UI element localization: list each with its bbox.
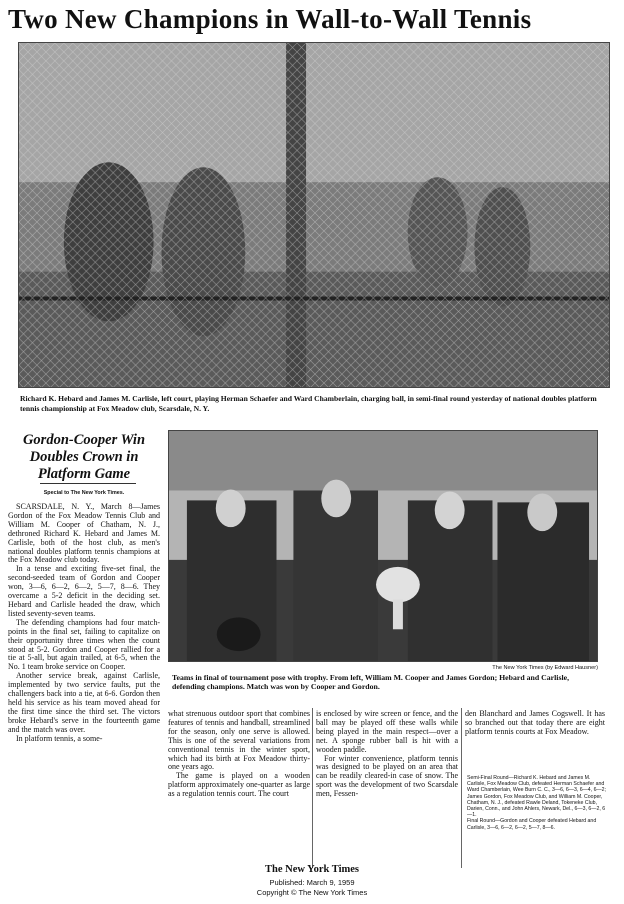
article-byline: Special to The New York Times. xyxy=(43,490,125,496)
photo-credit: The New York Times (by Edward Hausner) xyxy=(492,665,598,671)
paragraph: In platform tennis, a some- xyxy=(16,733,103,743)
divider xyxy=(40,483,136,484)
headline: Two New Champions in Wall-to-Wall Tennis xyxy=(8,4,532,34)
paragraph: For winter convenience, platform tennis was designed to be played on an area that can be readily cleared-in case of snow. The sport was the development of two Scarsdale men, Fessen- xyxy=(316,753,458,799)
top-photo-caption: Richard K. Hebard and James M. Carlisle, left court, playing Herman Schaefer and Ward Chamberlain, charging ball, in semi-final round yesterday of national doubles platform tennis championship at Fox Meadow club, Scarsdale, N. Y. xyxy=(20,394,597,413)
photo-teams-with-trophy xyxy=(168,430,598,662)
column-divider xyxy=(461,708,462,868)
results-semi-final: Semi-Final Round—Richard K. Hebard and James M. Carlisle, Fox Meadow Club, defeated Herman Schaefer and Ward Chamberlain, Wee Burn C. C., 3—6, 6—3, 6—4, 6—2; James Gordon, Fox Meadow Club, and William M. Cooper, Chatham, N. J., defeated Rawle Deland, Tokeneke Club, Darien, Conn., and John Ahlers, Newark, Del., 6—3, 6—2, 6—1. xyxy=(467,775,606,819)
article-column-2 xyxy=(168,710,310,866)
article-column-4 xyxy=(465,710,605,772)
copyright: Copyright © The New York Times xyxy=(256,888,368,897)
column-divider xyxy=(312,708,313,868)
paragraph: In a tense and exciting five-set final, the second-seeded team of Gordon and Cooper won, 3—6, 6—2, 6—2, 5—7, 8—6. They overcame a 5-2 deficit in the deciding set. Hebard and Carlisle headed the draw, which listed seventy-seven teams. xyxy=(8,564,160,618)
paragraph: what strenuous outdoor sport that combines features of tennis and handball, streamlined for the season, only one serve is allowed. This is one of the several variations from conventional tennis in the winter sport, which had its birth at Fox Meadow thirty-one years ago. xyxy=(168,710,310,772)
photo-platform-tennis-match xyxy=(18,42,610,388)
paragraph: is enclosed by wire screen or fence, and the ball may be played off these walls while being played in the main respect—over a net. A sponge rubber ball is hit with a wooden paddle. xyxy=(316,710,458,754)
paragraph: den Blanchard and James Cogswell. It has so branched out that today there are eight platform tennis courts at Fox Meadow. xyxy=(465,710,605,736)
publish-date: Published: March 9, 1959 xyxy=(269,878,355,887)
article-column-1 xyxy=(8,503,160,865)
results-final: Final Round—Gordon and Cooper defeated Hebard and Carlisle, 3—6, 6—2, 6—2, 5—7, 8—6. xyxy=(467,818,597,831)
paragraph: SCARSDALE, N. Y., March 8—James Gordon of the Fox Meadow Tennis Club and William M. Cooper of Chatham, N. J., dethroned Richard K. Hebard and James M. Carlisle, both of the host club, as men's national doubles platform tennis champions at the Fox Meadow club today. xyxy=(8,503,160,565)
paragraph: The defending champions had four match-points in the final set, failing to capitalize on their opportunity three times when the count stood at 5-2. Gordon and Cooper rallied for a tie at 5-all, but again trailed, at 6-5, when the No. 1 team broke service on Cooper. xyxy=(8,617,160,672)
bottom-photo-caption: Teams in final of tournament pose with trophy. From left, William M. Cooper and James Gordon; Hebard and Carlisle, defending champions. Match was won by Cooper and Gordon. xyxy=(172,673,570,692)
nyt-logo: The New York Times xyxy=(264,864,360,875)
paragraph: The game is played on a wooden platform approximately one-quarter as large as a regulation tennis court. The court xyxy=(168,771,310,799)
article-column-3 xyxy=(316,710,458,866)
tournament-results xyxy=(467,775,607,831)
paragraph: Another service break, against Carlisle, implemented by two service faults, put the challengers back into a tie, at 6-6. Gordon then held his service as his team moved ahead for the first time since the third set. The victors broke Hebard's serve in the fourteenth game and the match was over. xyxy=(8,671,160,734)
article-subhead: Gordon-Cooper Win Doubles Crown in Platform Game xyxy=(22,432,146,482)
